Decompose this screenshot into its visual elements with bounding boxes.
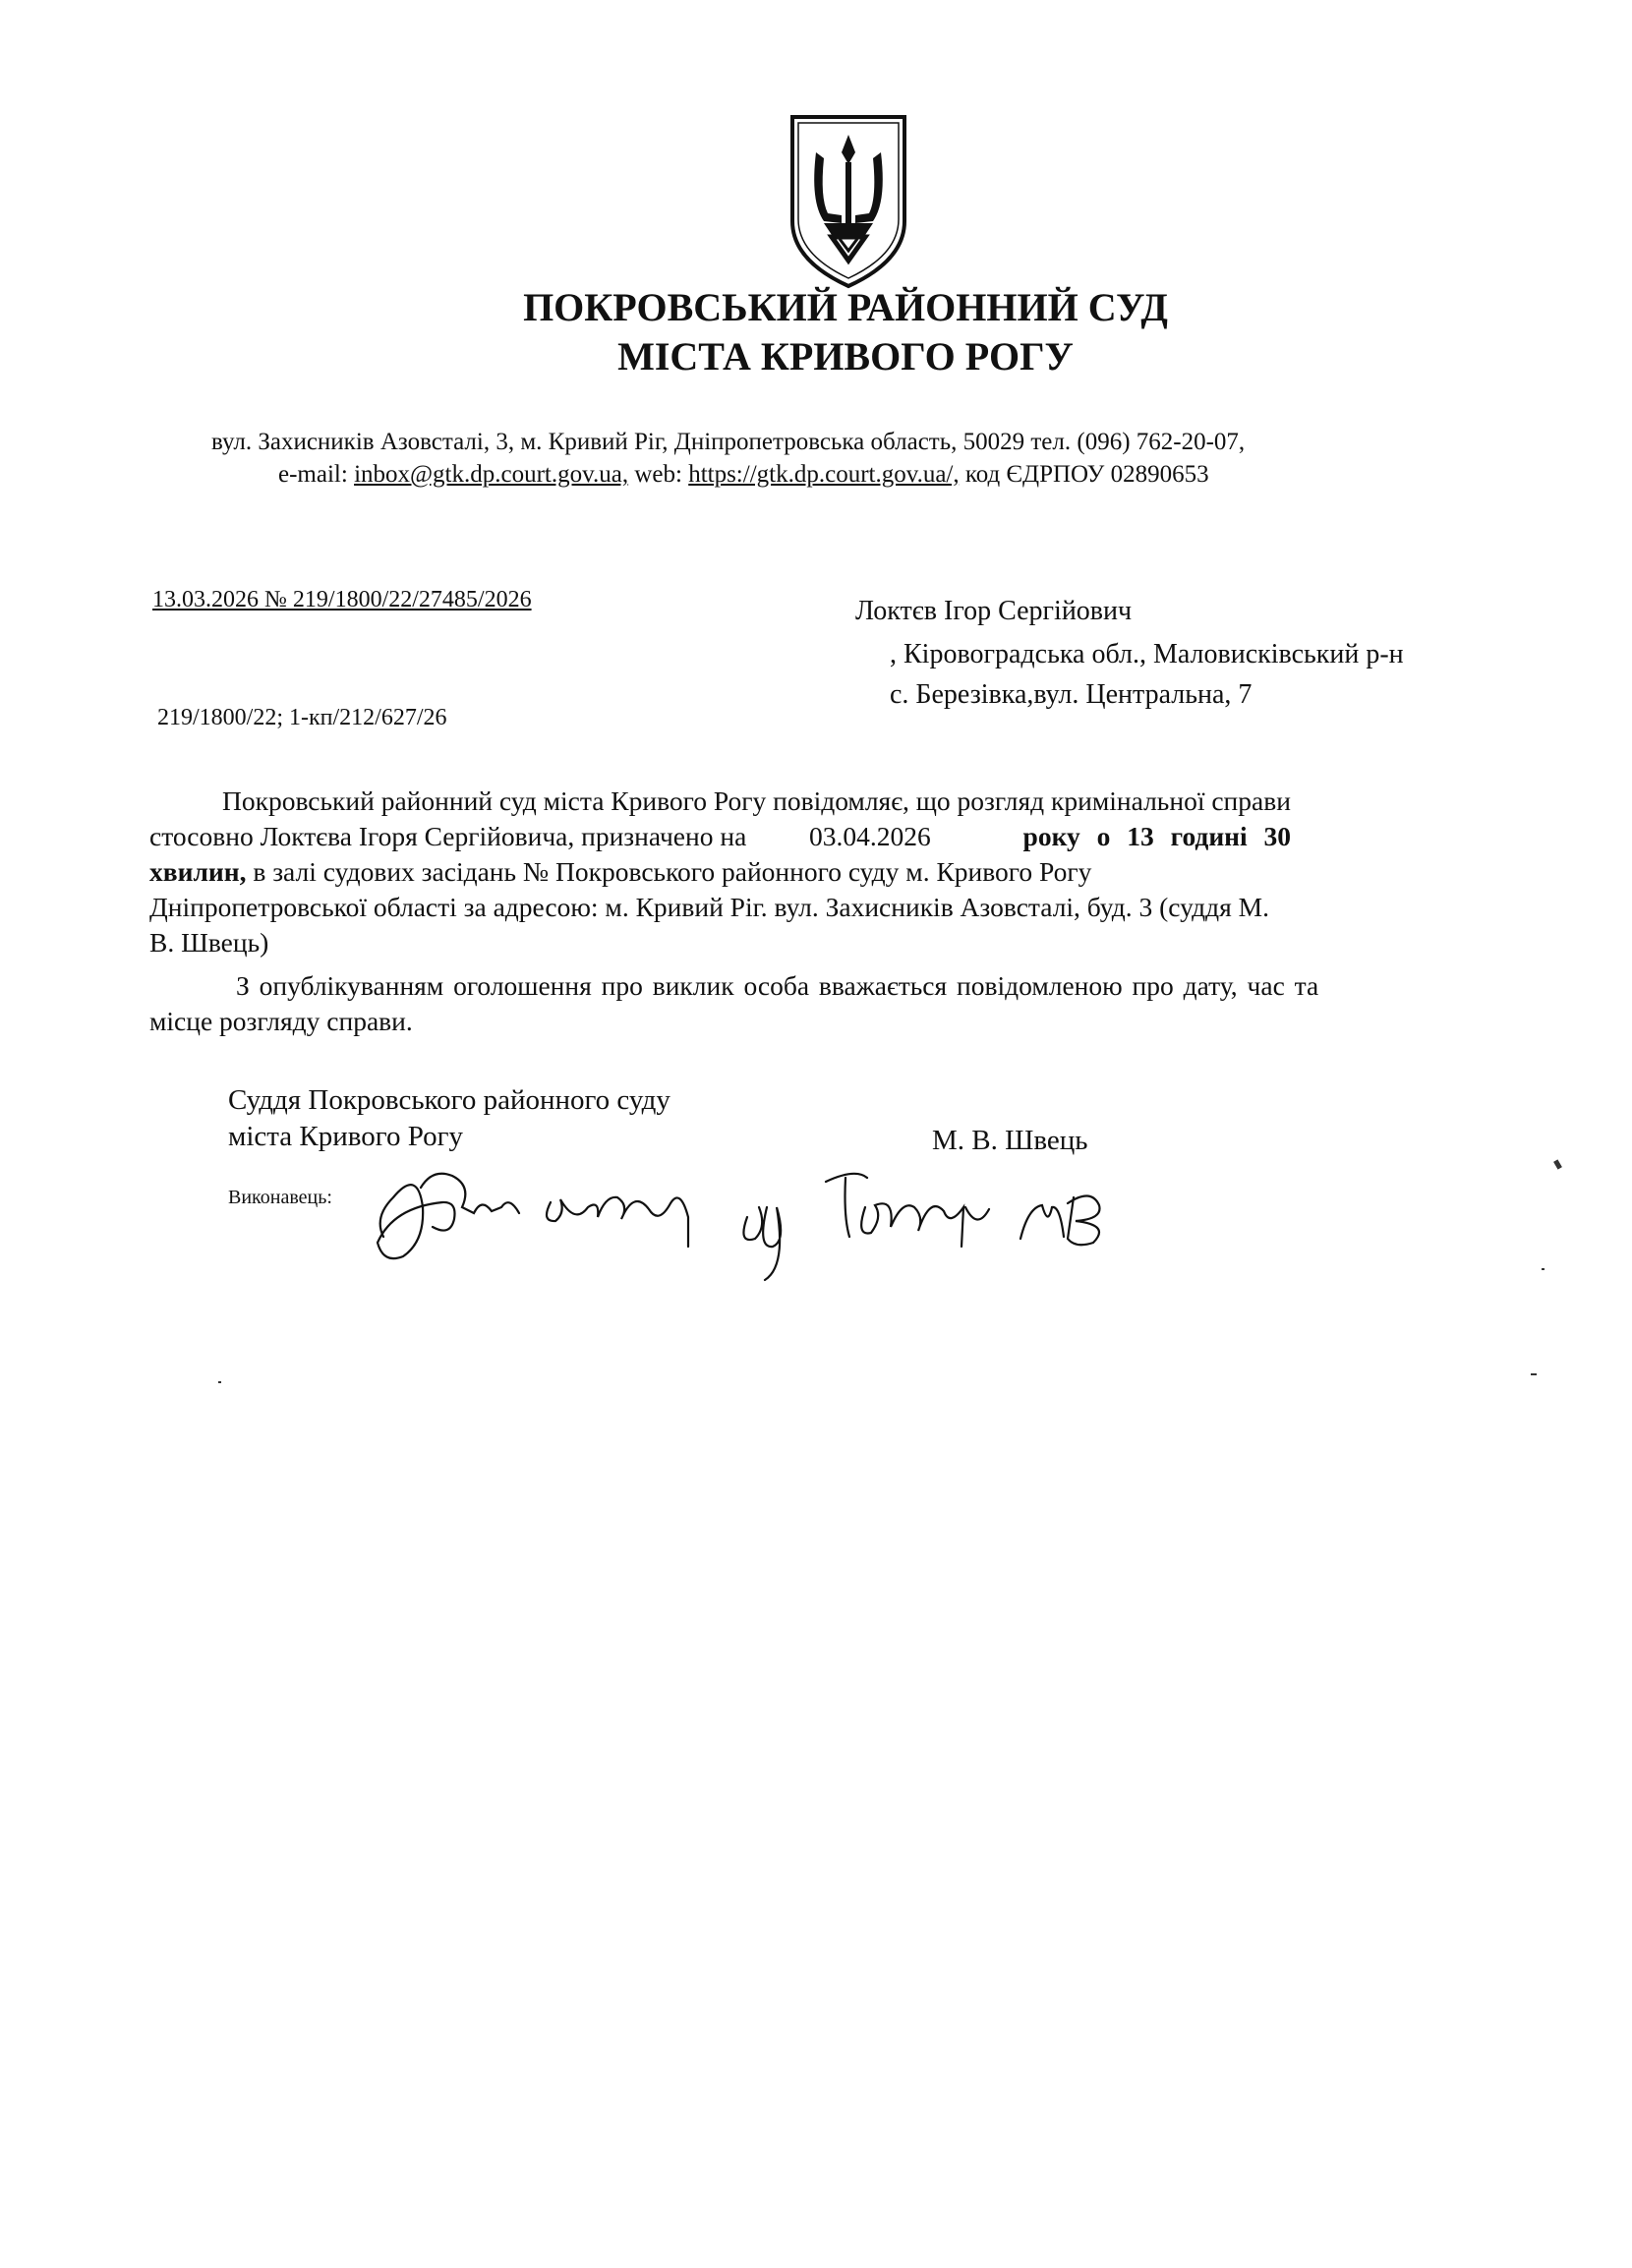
hearing-minutes-bold: хвилин, [149, 856, 247, 887]
executor-label: Виконавець: [228, 1187, 332, 1208]
body-paragraph1-line2 [149, 819, 1540, 854]
body-paragraph2-line2: місце розгляду справи. [149, 1006, 413, 1036]
recipient-name: Локтєв Ігор Сергійович [855, 596, 1133, 626]
scan-speck [1542, 1268, 1545, 1270]
body-paragraph1-line1: Покровський районний суд міста Кривого Рогу повідомляє, що розгляд кримінальної справи [222, 785, 1291, 816]
email-link[interactable]: inbox@gtk.dp.court.gov.ua, [354, 461, 629, 488]
case-numbers: 219/1800/22; 1-кп/212/627/26 [157, 705, 447, 730]
web-link[interactable]: https://gtk.dp.court.gov.ua/, [688, 461, 960, 488]
body-paragraph1-line3 [149, 854, 1540, 890]
body-line2-start: стосовно Локтєва Ігоря Сергійовича, призначено на [149, 821, 747, 851]
recipient-address-line1: , Кіровоградська обл., Маловисківський р-н [890, 639, 1404, 669]
hearing-date: 03.04.2026 [809, 821, 931, 851]
scan-speck [218, 1381, 221, 1383]
edrpou-code: код ЄДРПОУ 02890653 [964, 461, 1209, 488]
email-label: e-mail: [278, 461, 348, 488]
recipient-address-line2: с. Березівка,вул. Центральна, 7 [890, 679, 1253, 710]
hearing-time-bold: року о 13 годині 30 [1022, 821, 1292, 851]
judge-title-line1: Суддя Покровського районного суду [228, 1084, 670, 1116]
court-contacts [278, 461, 1209, 489]
hearing-room: в залі судових засідань № Покровського районного суду м. Кривого Рогу [253, 856, 1092, 887]
judge-name: М. В. Швець [932, 1125, 1088, 1156]
body-paragraph2-line1: З опублікуванням оголошення про виклик особа вважається повідомленою про дату, час та [236, 970, 1319, 1001]
trident-coat-of-arms-icon [787, 113, 910, 290]
scan-speck [1531, 1373, 1537, 1375]
court-name-line2: МІСТА КРИВОГО РОГУ [617, 334, 1074, 378]
court-name-line1: ПОКРОВСЬКИЙ РАЙОННИЙ СУД [523, 285, 1168, 329]
body-paragraph1-line4: Дніпропетровської області за адресою: м. Кривий Ріг. вул. Захисників Азовсталі, буд. 3 (суддя М. [149, 892, 1269, 922]
web-label: web: [634, 461, 682, 488]
outgoing-date-number: 13.03.2026 № 219/1800/22/27485/2026 [152, 587, 532, 612]
judge-title-line2: міста Кривого Рогу [228, 1121, 464, 1152]
body-paragraph1-line5: В. Швець) [149, 927, 269, 958]
scan-speck [1553, 1159, 1562, 1169]
handwritten-signature [364, 1148, 1131, 1286]
court-address: вул. Захисників Азовсталі, 3, м. Кривий Ріг, Дніпропетровська область, 50029 тел. (096) 762-20-07, [211, 429, 1246, 455]
